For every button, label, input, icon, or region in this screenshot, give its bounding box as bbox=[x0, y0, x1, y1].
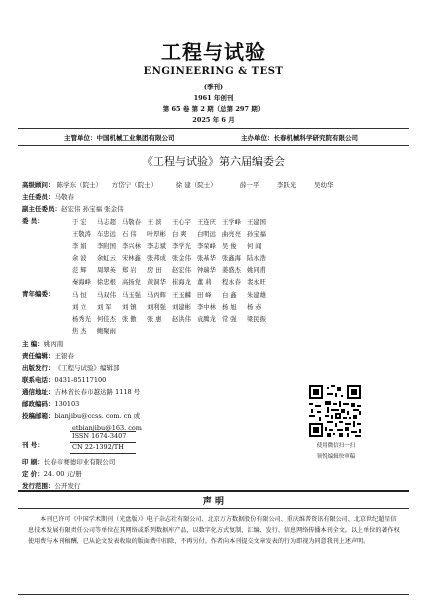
serial-cn: CN 22-1392/TH bbox=[72, 443, 124, 451]
sponsor-name: 中国机械工业集团有限公司 bbox=[96, 134, 175, 142]
youth-name: 田 峰 bbox=[197, 291, 212, 299]
member-name: 郑 岩 bbox=[122, 266, 137, 274]
member-name: 姜盛杰 bbox=[222, 266, 241, 274]
member-name: 陆永浩 bbox=[247, 254, 266, 262]
member-name: 白明远 bbox=[197, 230, 216, 238]
member-name: 王敬涛 bbox=[72, 230, 91, 238]
member-name: 崔海龙 bbox=[172, 278, 191, 286]
youth-name: 常 强 bbox=[222, 315, 237, 323]
member-name: 石 伟 bbox=[122, 230, 137, 238]
member-name: 裴永旺 bbox=[247, 278, 266, 286]
info-value: 《工程与试验》编辑部 bbox=[54, 364, 120, 372]
divider-orgs bbox=[18, 145, 409, 146]
qr-caption-2: 领悦编辑快审稿 bbox=[316, 454, 356, 460]
youth-name: 杨秀光 bbox=[72, 315, 91, 323]
youth-name: 马丙辉 bbox=[147, 291, 166, 299]
youth-name: 张 惠 bbox=[147, 315, 162, 323]
deputy-label: 副主任委员： bbox=[22, 205, 61, 213]
advisor-name: 陈学东（院士） bbox=[56, 181, 103, 189]
member-name: 曲亮亮 bbox=[222, 230, 241, 238]
youth-row bbox=[72, 288, 272, 300]
youth-name: 马 恒 bbox=[72, 291, 87, 299]
serial-issn: ISSN 1674-3407 bbox=[72, 432, 127, 440]
member-name: 钟瑞华 bbox=[197, 266, 216, 274]
divider-bottom bbox=[18, 594, 409, 595]
member-name: 董 莉 bbox=[197, 278, 212, 286]
deputy-line bbox=[22, 204, 124, 214]
youth-name: 袁腾龙 bbox=[197, 315, 216, 323]
youth-name: 焦 杰 bbox=[72, 327, 87, 335]
divider-statement-mid bbox=[18, 508, 409, 509]
members-row bbox=[72, 215, 272, 227]
members-row bbox=[72, 239, 272, 251]
info-label: 邮政编码： bbox=[22, 400, 55, 408]
member-name: 孙宝福 bbox=[247, 230, 266, 238]
director-label: 主任委员： bbox=[22, 193, 55, 201]
member-name: 姚同甫 bbox=[247, 266, 266, 274]
member-name: 宋林鑫 bbox=[122, 254, 141, 262]
member-name: 王心宇 bbox=[172, 218, 191, 226]
organizer-line bbox=[241, 133, 358, 142]
youth-name: 梁民振 bbox=[247, 315, 266, 323]
youth-name: 白 鑫 bbox=[222, 291, 237, 299]
youth-name: 刘 立 bbox=[72, 303, 87, 311]
info-email bbox=[22, 411, 140, 421]
member-name: 赵宏伟 bbox=[172, 266, 191, 274]
member-name: 叶厚彬 bbox=[147, 230, 166, 238]
youth-name: 李中林 bbox=[197, 303, 216, 311]
youth-name: 马玉强 bbox=[122, 291, 141, 299]
info-value: 公开发行 bbox=[54, 482, 81, 490]
member-name: 车忠远 bbox=[97, 230, 116, 238]
advisor-name: 薛一平 bbox=[239, 181, 260, 189]
journal-issue: 第 65 卷 第 2 期（总第 297 期） bbox=[162, 105, 265, 113]
info-value: 长春市赛德印业有限公司 bbox=[43, 458, 116, 466]
member-name: 吴 俊 bbox=[222, 242, 237, 250]
youth-name: 王玉麟 bbox=[172, 291, 191, 299]
youth-name: 鲍聚雨 bbox=[97, 327, 116, 335]
youth-name: 何佳杰 bbox=[97, 315, 116, 323]
member-name: 王 滨 bbox=[147, 218, 162, 226]
member-name: 余虹云 bbox=[97, 254, 116, 262]
info-label: 定 价： bbox=[22, 470, 44, 478]
youth-name: 刘建彬 bbox=[172, 303, 191, 311]
youth-name: 赵洪伟 bbox=[172, 315, 191, 323]
member-name: 范 辉 bbox=[72, 266, 87, 274]
info-printer bbox=[22, 457, 115, 467]
info-label: 出版发行： bbox=[22, 364, 55, 372]
info-label: 印 刷： bbox=[22, 458, 44, 466]
deputy-names: 赵宏伟 孙宝福 张金伟 bbox=[61, 205, 124, 213]
member-name: 程永春 bbox=[222, 278, 241, 286]
divider-top bbox=[18, 128, 409, 129]
youth-label: 青年编委： bbox=[22, 290, 55, 298]
info-value: 24. 00 元/册 bbox=[43, 470, 82, 478]
info-value: 王银春 bbox=[54, 352, 74, 360]
member-name: 周翠英 bbox=[97, 266, 116, 274]
members-row bbox=[72, 251, 272, 263]
member-name: 张金伟 bbox=[172, 254, 191, 262]
info-address bbox=[22, 387, 140, 397]
info-label: 联系电话： bbox=[22, 376, 55, 384]
info-price bbox=[22, 469, 82, 479]
youth-grid bbox=[72, 288, 272, 336]
info-value: 0431-85117100 bbox=[54, 376, 107, 384]
youth-row bbox=[72, 312, 272, 324]
director-name: 马敬春 bbox=[54, 193, 74, 201]
organizer-label: 主办单位： bbox=[241, 134, 274, 142]
member-name: 余 波 bbox=[72, 254, 87, 262]
info-label: 主 编： bbox=[22, 340, 44, 348]
organizer-name: 长春机械科学研究院有限公司 bbox=[273, 134, 358, 142]
info-label: 发行范围： bbox=[22, 482, 55, 490]
info-editor bbox=[22, 339, 63, 349]
sponsor-label: 主管单位： bbox=[64, 134, 97, 142]
youth-name: 刘 军 bbox=[97, 303, 112, 311]
divider-statement-top bbox=[18, 490, 409, 492]
info-responsible-editor bbox=[22, 351, 74, 361]
members-row bbox=[72, 263, 272, 275]
committee-title: 《工程与试验》第六届编委会 bbox=[142, 155, 285, 168]
member-name: 李附国 bbox=[97, 242, 116, 250]
info-postcode bbox=[22, 399, 79, 409]
youth-name: 杨 旭 bbox=[222, 303, 237, 311]
member-name: 张鑫海 bbox=[222, 254, 241, 262]
member-name: 黄洞华 bbox=[147, 278, 166, 286]
youth-name: 张 傲 bbox=[122, 315, 137, 323]
member-name: 马志超 bbox=[97, 218, 116, 226]
journal-date: 2025 年 6 月 bbox=[192, 116, 235, 124]
wechat-qr-code[interactable] bbox=[309, 385, 361, 437]
journal-founded: 1961 年创刊 bbox=[193, 94, 234, 102]
member-name: 房 田 bbox=[147, 266, 162, 274]
member-name: 白 爽 bbox=[172, 230, 187, 238]
member-name: 马敬春 bbox=[122, 218, 141, 226]
statement-title: 声 明 bbox=[202, 497, 225, 507]
advisor-name: 方岱宁（院士） bbox=[111, 181, 158, 189]
journal-title: 工程与试验 bbox=[161, 40, 266, 64]
youth-name: 刘 镇 bbox=[122, 303, 137, 311]
members-row bbox=[72, 227, 272, 239]
info-value: 姚丙南 bbox=[43, 340, 64, 348]
member-name: 张邦成 bbox=[147, 254, 166, 262]
sponsor-line bbox=[64, 133, 175, 142]
email-link-alt[interactable]: etbianjibu@163. com bbox=[72, 424, 142, 432]
email-link[interactable]: bianjibu@ccss. com. cn 或 bbox=[54, 412, 141, 420]
serial-rule-bottom bbox=[70, 453, 136, 454]
member-name: 秦海峰 bbox=[72, 278, 91, 286]
members-grid bbox=[72, 215, 272, 287]
statement-text: 本刊已许可《中国学术期刊（光盘版）》电子杂志社有限公司、北京万方数据股份有限公司、重庆维普资讯有限公司、北京世纪超星信息技术发展有限责任公司等单位在其网络或系列数据库产品，以数字化方式复制、汇编、发行、信息网络传播本刊全文。以上单位的著作权使用费与本刊稿酬，已从论文发表收取的版面费中扣除，不再另付。作者向本刊提交文章发表的行为即视为同意我刊上述声明。 bbox=[28, 516, 400, 545]
youth-row bbox=[72, 324, 272, 336]
youth-row bbox=[72, 300, 272, 312]
members-label: 委 员： bbox=[22, 217, 44, 225]
member-name: 于 宏 bbox=[72, 218, 87, 226]
journal-english-title: ENGINEERING & TEST bbox=[143, 66, 284, 77]
member-name: 王学峰 bbox=[222, 218, 241, 226]
member-name: 王建国 bbox=[247, 218, 266, 226]
member-name: 李志斌 bbox=[147, 242, 166, 250]
qr-caption-1: 使用微信扫一扫 bbox=[316, 443, 356, 449]
info-publisher bbox=[22, 363, 120, 373]
info-label: 投稿邮箱： bbox=[22, 412, 55, 420]
member-name: 高扬党 bbox=[122, 278, 141, 286]
youth-name: 朱建雄 bbox=[247, 291, 266, 299]
advisor-name: 李跃光 bbox=[276, 181, 297, 189]
member-name: 李兴林 bbox=[122, 242, 141, 250]
member-name: 李学光 bbox=[172, 242, 191, 250]
info-value: 吉林省长春市越达路 1118 号 bbox=[54, 388, 141, 396]
serial-line bbox=[22, 440, 44, 450]
member-name: 王连庆 bbox=[197, 218, 216, 226]
youth-name: 杨 赤 bbox=[247, 303, 262, 311]
journal-frequency: (季刊) bbox=[203, 83, 224, 91]
advisors-label: 高级顾问： bbox=[22, 181, 55, 189]
youth-name: 马双伟 bbox=[97, 291, 116, 299]
info-label: 通信地址： bbox=[22, 388, 55, 396]
member-name: 何 闻 bbox=[247, 242, 262, 250]
info-value: 130103 bbox=[54, 400, 80, 408]
members-row bbox=[72, 275, 272, 287]
director-line bbox=[22, 192, 74, 202]
member-name: 张基华 bbox=[197, 254, 216, 262]
advisor-name: 吴幼华 bbox=[313, 181, 334, 189]
member-name: 徐忠根 bbox=[97, 278, 116, 286]
info-label: 责任编辑： bbox=[22, 352, 55, 360]
member-name: 李荣峰 bbox=[197, 242, 216, 250]
advisors-line bbox=[22, 180, 333, 190]
member-name: 李 娟 bbox=[72, 242, 87, 250]
youth-name: 刘利强 bbox=[147, 303, 166, 311]
advisor-name: 徐 建（院士） bbox=[175, 181, 217, 189]
serial-label: 刊 号： bbox=[22, 441, 44, 449]
info-phone bbox=[22, 375, 106, 385]
